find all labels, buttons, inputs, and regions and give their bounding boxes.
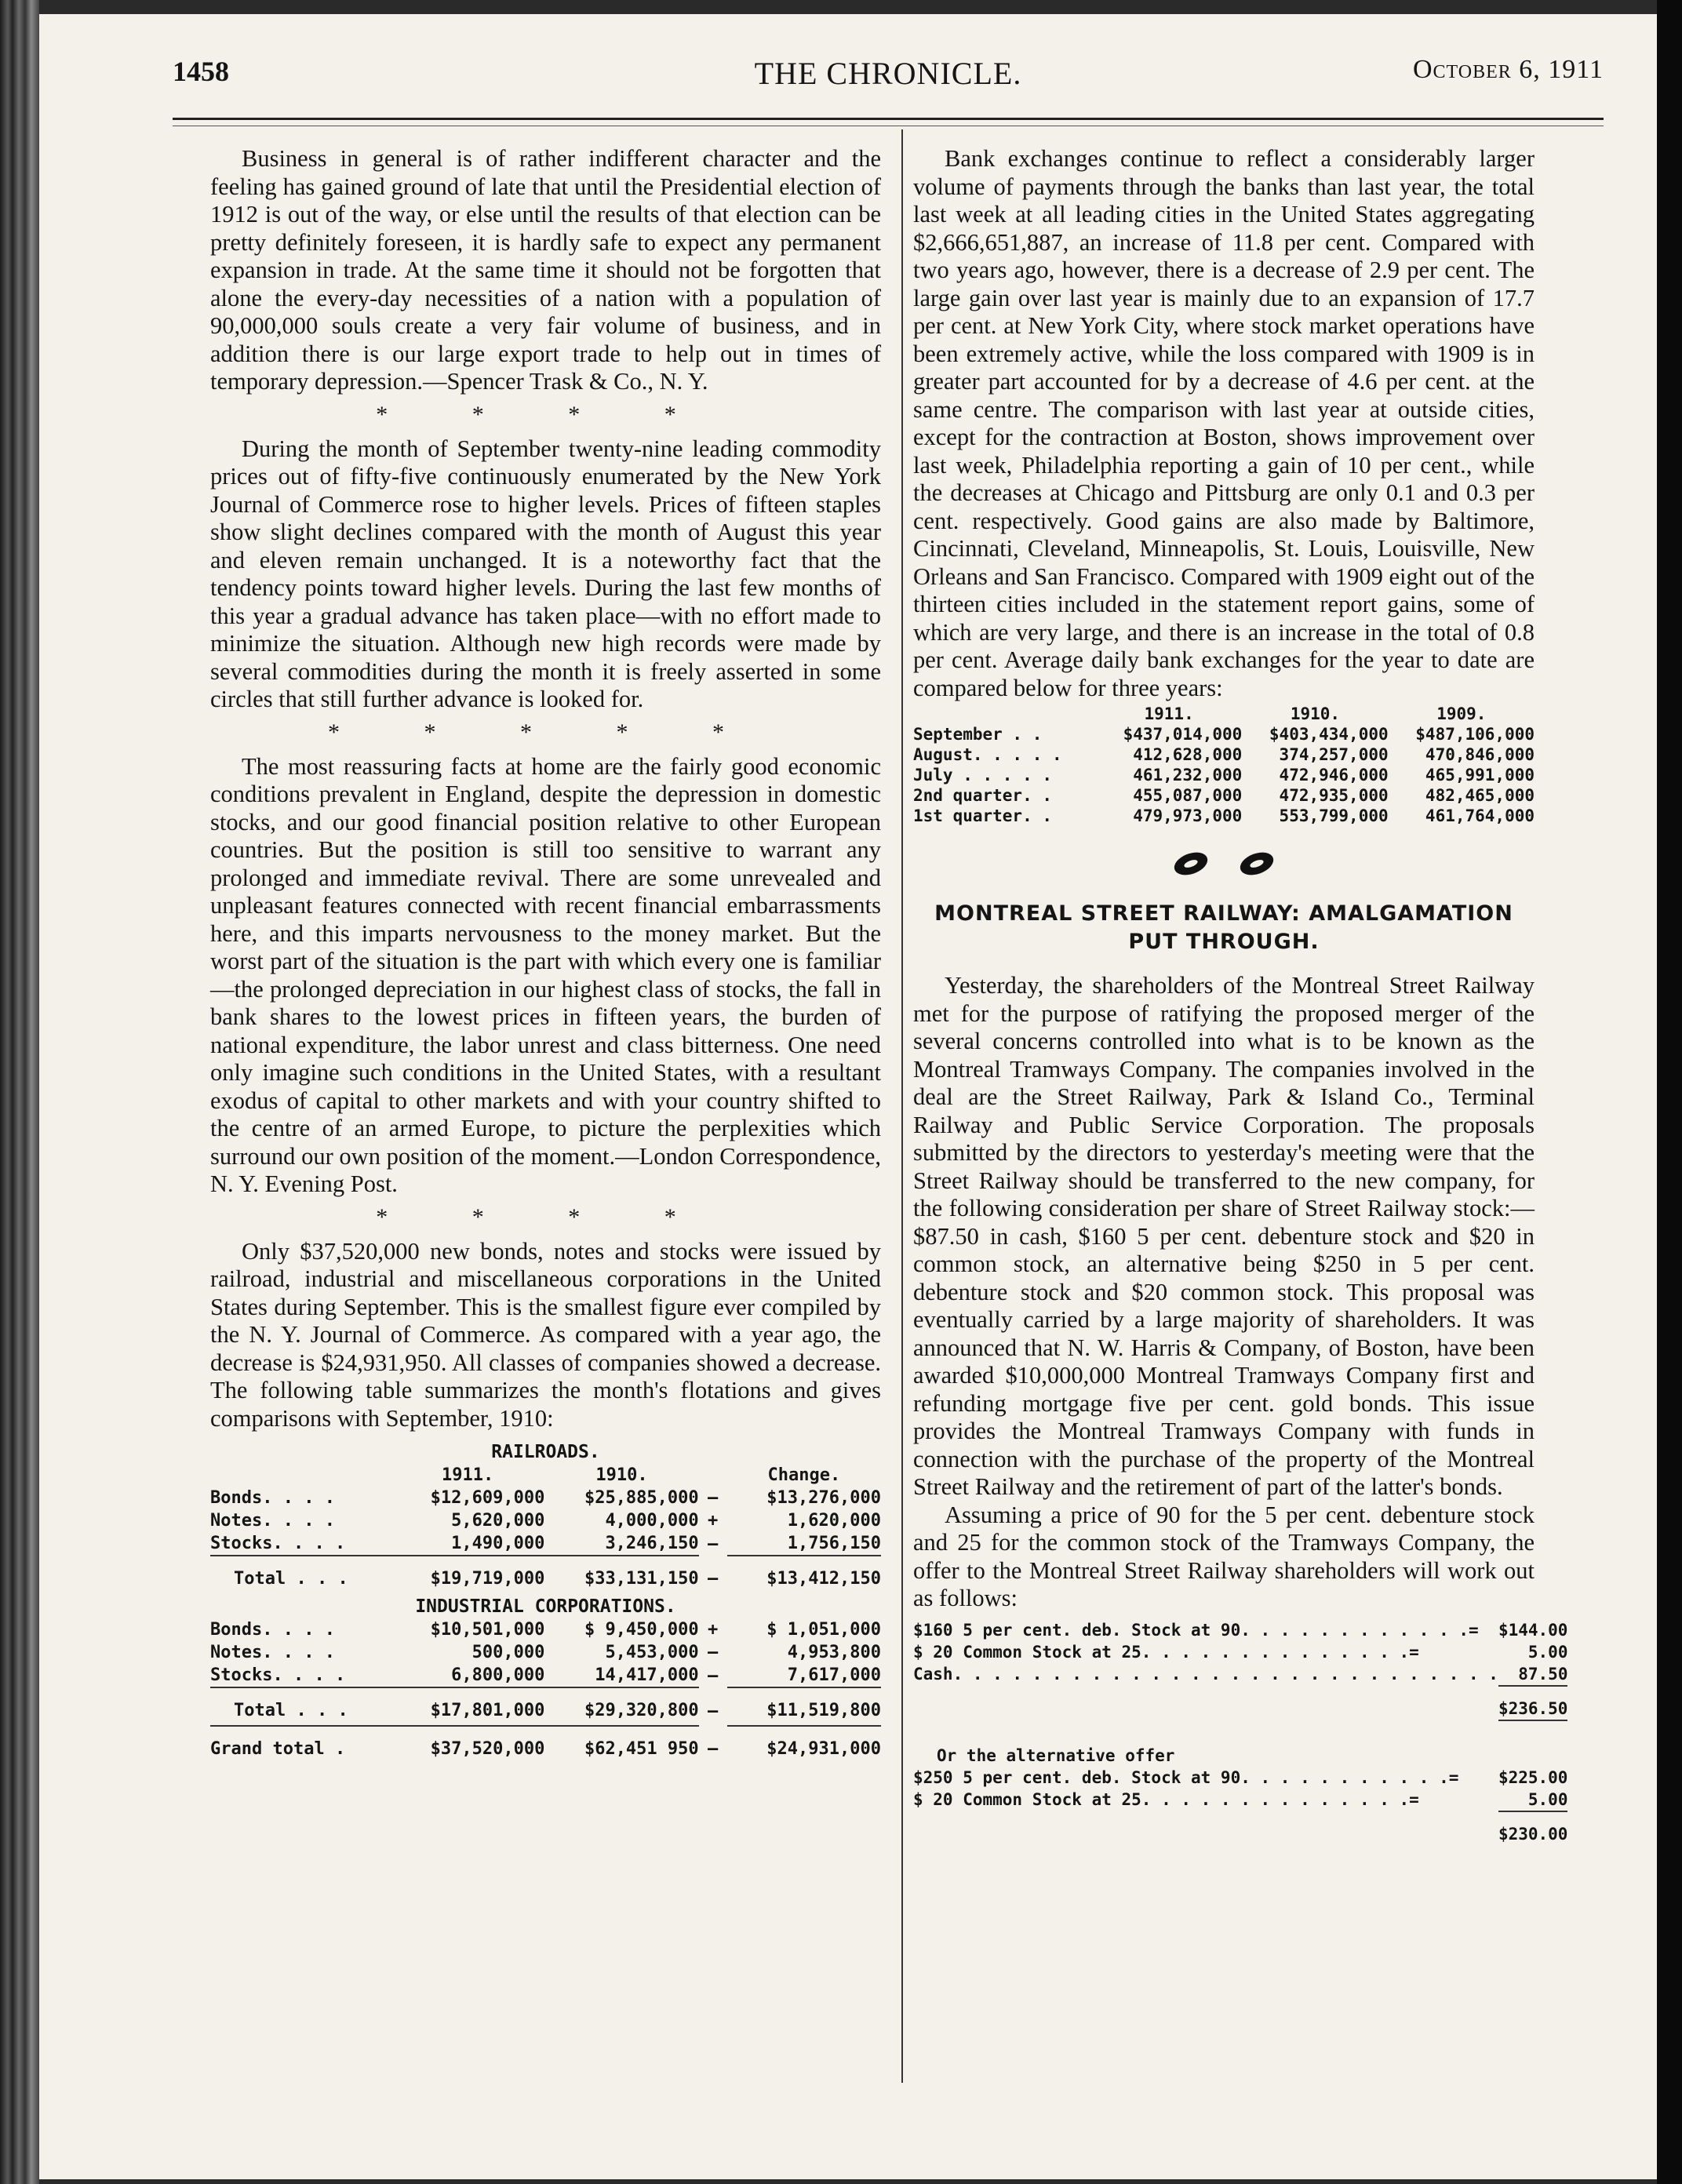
- industrial-heading: INDUSTRIAL CORPORATIONS.: [415, 1596, 676, 1617]
- railroads-heading: RAILROADS.: [491, 1442, 600, 1462]
- table-row: Stocks. . . . 1,490,000 3,246,150 — 1,756,150: [210, 1534, 881, 1554]
- table-row: Cash. . . . . . . . . . . . . . . . . . . . . . . . . . . . 87.50: [913, 1664, 1568, 1684]
- book-binding-edge: [0, 0, 39, 2184]
- table-row: $160 5 per cent. deb. Stock at 90. . . . . . . . . . . .= $144.00: [913, 1620, 1568, 1640]
- table-row: Stocks. . . . 6,800,000 14,417,000 — 7,617,000: [210, 1665, 881, 1686]
- column-separator: [901, 129, 903, 2083]
- col-1910: 1910.: [1290, 704, 1341, 723]
- article-business-outlook: Business in general is of rather indifferent character and the feeling has gained ground of late that until the Presidential election of 1912 is out of the way, or else until the results of that election can be pretty definitely foreseen, it is hardly safe to expect any permanent expansion in trade. At the same time it should not be forgotten that alone the every-day necessities of a nation with a population of 90,000,000 souls create a very fair volume of business, and in addition there is our large export trade to help out in times of temporary depression.—Spencer Trask & Co., N. Y.: [210, 145, 881, 395]
- col-1911: 1911.: [1144, 704, 1194, 723]
- article-london-correspondence: The most reassuring facts at home are the fairly good economic conditions prevalent in England, despite the depression in domestic stocks, and our good financial position relative to other European countries. But the position is still too sensitive to warrant any prolonged and immediate revival. There are some unrevealed and unpleasant features connected with recent financial embarrassments here, and this imparts nervousness to the money market. But the worst part of the situation is the part with which every one is familiar—the prolonged depreciation in our highest class of stocks, the fall in bank shares to the lowest prices in fifteen years, the burden of national expenditure, the labor unrest and class bitterness. One need only imagine such conditions in the United States, with a resultant exodus of capital to other markets and with your country shifted to the centre of an armed Europe, to picture the perplexities which surround our own position of the moment.—London Correspondence, N. Y. Evening Post.: [210, 752, 881, 1197]
- scan-border-right: [1657, 0, 1682, 2184]
- table-row: Notes. . . . 500,000 5,453,000 — 4,953,800: [210, 1643, 881, 1662]
- page-header: [173, 55, 1604, 102]
- col-1911: 1911.: [442, 1465, 494, 1485]
- flotations-table: [210, 1439, 881, 1764]
- offer-table: [913, 1619, 1567, 1845]
- table-row-total: $230.00: [1498, 1824, 1568, 1844]
- col-change: Change.: [767, 1465, 841, 1485]
- table-row: 2nd quarter. . 455,087,000 472,935,000 482,465,000: [913, 786, 1535, 805]
- leaf-ornament-icon: [1161, 850, 1287, 878]
- table-row-total: $236.50: [1498, 1698, 1568, 1718]
- article-commodity-prices: During the month of September twenty-nine leading commodity prices out of fifty-five continuously enumerated by the New York Journal of Commerce rose to higher levels. Prices of fifteen staples show slight declines compared with the month of August this year and eleven remain unchanged. It is a noteworthy fact that the tendency points toward higher levels. During the last few months of this year a gradual advance has taken place—with no effort made to minimize the situation. Although new high records were made by several commodities during the month it is freely asserted in some circles that still further advance is looked for.: [210, 435, 881, 712]
- table-row: Bonds. . . . $10,501,000 $ 9,450,000 + $ 1,051,000: [210, 1620, 881, 1640]
- table-row: July . . . . . 461,232,000 472,946,000 465,991,000: [913, 766, 1535, 784]
- table-row: $ 20 Common Stock at 25. . . . . . . . . . . . . .= 5.00: [913, 1789, 1568, 1809]
- table-row-grand-total: Grand total . $37,520,000 $62,451 950 — $24,931,000: [210, 1739, 881, 1759]
- section-stars: * * * *: [376, 401, 715, 428]
- alternative-offer-heading: Or the alternative offer: [937, 1745, 1175, 1765]
- article-montreal-railway: Yesterday, the shareholders of the Montreal Street Railway met for the purpose of ratifying the proposed merger of the several concerns controlled into what is to be known as the Montreal Tramways Company. The companies involved in the deal are the Street Railway, Park & Island Co., Terminal Railway and Public Service Corporation. The proposals submitted by the directors to yesterday's meeting were that the Street Railway should be transferred to the new company, for the following consideration per share of Street Railway stock:— $87.50 in cash, $160 5 per cent. debenture stock and $20 in common stock, an alternative being $250 in 5 per cent. debenture stock and $20 common stock. This proposal was eventually carried by a large majority of shareholders. It was announced that N. W. Harris & Company, of Boston, have been awarded $10,000,000 Montreal Tramways Company first and refunding mortgage five per cent. gold bonds. This issue provides the Montreal Tramways Company with funds in connection with the purchase of the property of the Montreal Street Railway and the retirement of part of the latter's bonds.: [913, 972, 1535, 1500]
- table-row: September . . $437,014,000 $403,434,000 $487,106,000: [913, 725, 1535, 744]
- table-row: August. . . . . 412,628,000 374,257,000 470,846,000: [913, 745, 1535, 764]
- table-row: $250 5 per cent. deb. Stock at 90. . . . . . . . . . .= $225.00: [913, 1767, 1568, 1787]
- issue-date: October 6, 1911: [1412, 55, 1604, 84]
- article-headline: MONTREAL STREET RAILWAY: AMALGAMATION PUT THROUGH.: [934, 901, 1513, 954]
- table-row: Bonds. . . . $12,609,000 $25,885,000 — $13,276,000: [210, 1488, 881, 1508]
- table-row-total: Total . . . $19,719,000 $33,131,150 — $13,412,150: [234, 1569, 881, 1589]
- table-row-total: Total . . . $17,801,000 $29,320,800 — $11,519,800: [234, 1701, 881, 1721]
- bank-exchanges-table: [913, 704, 1535, 826]
- section-ornament: [913, 850, 1535, 878]
- article-flotations: Only $37,520,000 new bonds, notes and stocks were issued by railroad, industrial and miscellaneous corporations in the United States during September. This is the smallest figure ever compiled by the N. Y. Journal of Commerce. As compared with a year ago, the decrease is $24,931,950. All classes of companies showed a decrease. The following table summarizes the month's flotations and gives comparisons with September, 1910:: [210, 1237, 881, 1432]
- table-row: Notes. . . . 5,620,000 4,000,000 + 1,620,000: [210, 1511, 881, 1531]
- col-1910: 1910.: [595, 1465, 648, 1485]
- right-column: [913, 145, 1568, 1845]
- left-column: [210, 145, 881, 1764]
- col-1909: 1909.: [1436, 704, 1487, 723]
- article-bank-exchanges: Bank exchanges continue to reflect a considerably larger volume of payments through the banks than last year, the total last week at all leading cities in the United States aggregating $2,666,651,887, an increase of 11.8 per cent. Compared with two years ago, however, there is a decrease of 2.9 per cent. The large gain over last year is mainly due to an expansion of 17.7 per cent. at New York City, where stock market operations have been extremely active, while the loss compared with 1909 is in greater part accounted for by a decrease of 4.6 per cent. at the same centre. The comparison with last year at outside cities, except for the contraction at Boston, shows improvement over last week, Philadelphia reporting a gain of 10 per cent., while the decreases at Chicago and Pittsburg are only 0.1 and 0.3 per cent. respectively. Good gains are also made by Baltimore, Cincinnati, Cleveland, Minneapolis, St. Louis, Louisville, New Orleans and San Francisco. Compared with 1909 eight out of the thirteen cities included in the statement report gains, some of which are very large, and there is an increase in the total of 0.8 per cent. Average daily bank exchanges for the year to date are compared below for three years:: [913, 145, 1535, 701]
- page-number: 1458: [173, 56, 229, 87]
- table-row: $ 20 Common Stock at 25. . . . . . . . . . . . . .= 5.00: [913, 1642, 1568, 1662]
- section-stars: * * * *: [376, 1203, 715, 1230]
- article-offer-intro: Assuming a price of 90 for the 5 per cent. debenture stock and 25 for the common stock of the Tramways Company, the offer to the Montreal Street Railway shareholders will work out as follows:: [913, 1501, 1535, 1611]
- publication-title: THE CHRONICLE.: [754, 56, 1022, 91]
- table-row: 1st quarter. . 479,973,000 553,799,000 461,764,000: [913, 806, 1535, 825]
- section-stars: * * * * *: [328, 719, 763, 745]
- header-rule: [173, 118, 1604, 120]
